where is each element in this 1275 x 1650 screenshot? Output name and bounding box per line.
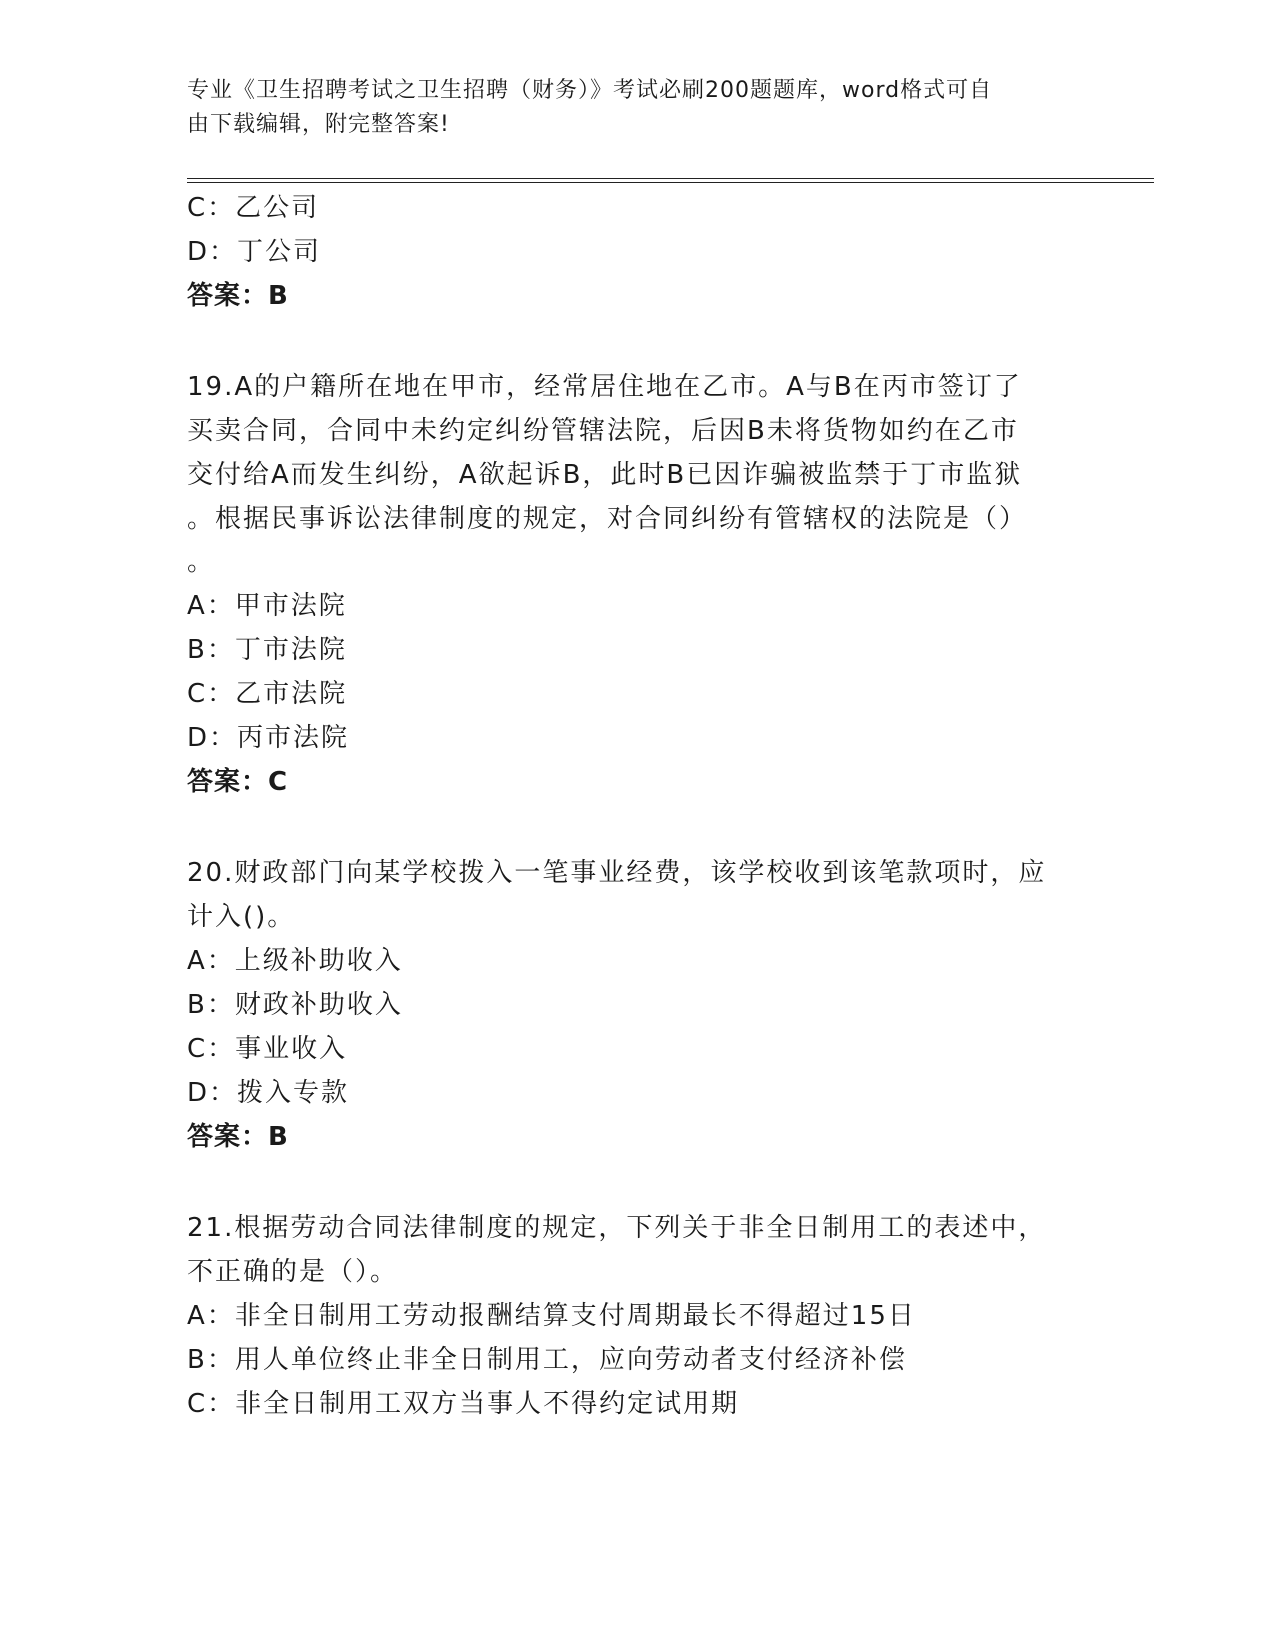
q18-option-c: C：乙公司 xyxy=(187,193,320,223)
q19-stem-line-5: 。 xyxy=(187,547,216,577)
q21-stem-line-2: 不正确的是（）。 xyxy=(187,1257,399,1287)
q20-option-a: A：上级补助收入 xyxy=(187,946,403,976)
header-line-1: 专业《卫生招聘考试之卫生招聘（财务）》考试必刷200题题库，word格式可自 xyxy=(187,78,993,103)
q18-option-d: D：丁公司 xyxy=(187,237,322,267)
q18-answer: 答案：B xyxy=(187,281,289,311)
q19-option-d: D：丙市法院 xyxy=(187,723,350,753)
q20-option-c: C：事业收入 xyxy=(187,1034,348,1064)
q19-stem-line-2: 买卖合同，合同中未约定纠纷管辖法院，后因B未将货物如约在乙市 xyxy=(187,416,1019,446)
q20-stem-line-1: 20.财政部门向某学校拨入一笔事业经费，该学校收到该笔款项时，应 xyxy=(187,858,1047,888)
q20-answer: 答案：B xyxy=(187,1122,289,1152)
q19-option-b: B：丁市法院 xyxy=(187,635,347,665)
q19-answer: 答案：C xyxy=(187,767,289,797)
page-header xyxy=(187,74,1067,142)
q21-option-c: C：非全日制用工双方当事人不得约定试用期 xyxy=(187,1389,740,1419)
header-divider-top xyxy=(187,178,1154,179)
q19-option-c: C：乙市法院 xyxy=(187,679,348,709)
q20-option-d: D：拨入专款 xyxy=(187,1078,350,1108)
q19-stem-line-4: 。根据民事诉讼法律制度的规定，对合同纠纷有管辖权的法院是（） xyxy=(187,504,1028,534)
q19-option-a: A：甲市法院 xyxy=(187,591,347,621)
q20-option-b: B：财政补助收入 xyxy=(187,990,403,1020)
header-line-2: 由下载编辑，附完整答案! xyxy=(187,112,450,137)
header-divider-bottom xyxy=(187,182,1154,183)
q21-option-b: B：用人单位终止非全日制用工，应向劳动者支付经济补偿 xyxy=(187,1345,907,1375)
q21-stem-line-1: 21.根据劳动合同法律制度的规定，下列关于非全日制用工的表述中， xyxy=(187,1213,1047,1243)
q21-option-a: A：非全日制用工劳动报酬结算支付周期最长不得超过15日 xyxy=(187,1301,916,1331)
q20-stem-line-2: 计入()。 xyxy=(187,902,296,932)
q19-stem-line-3: 交付给A而发生纠纷，A欲起诉B，此时B已因诈骗被监禁于丁市监狱 xyxy=(187,460,1023,490)
q19-stem-line-1: 19.A的户籍所在地在甲市，经常居住地在乙市。A与B在丙市签订了 xyxy=(187,372,1022,402)
